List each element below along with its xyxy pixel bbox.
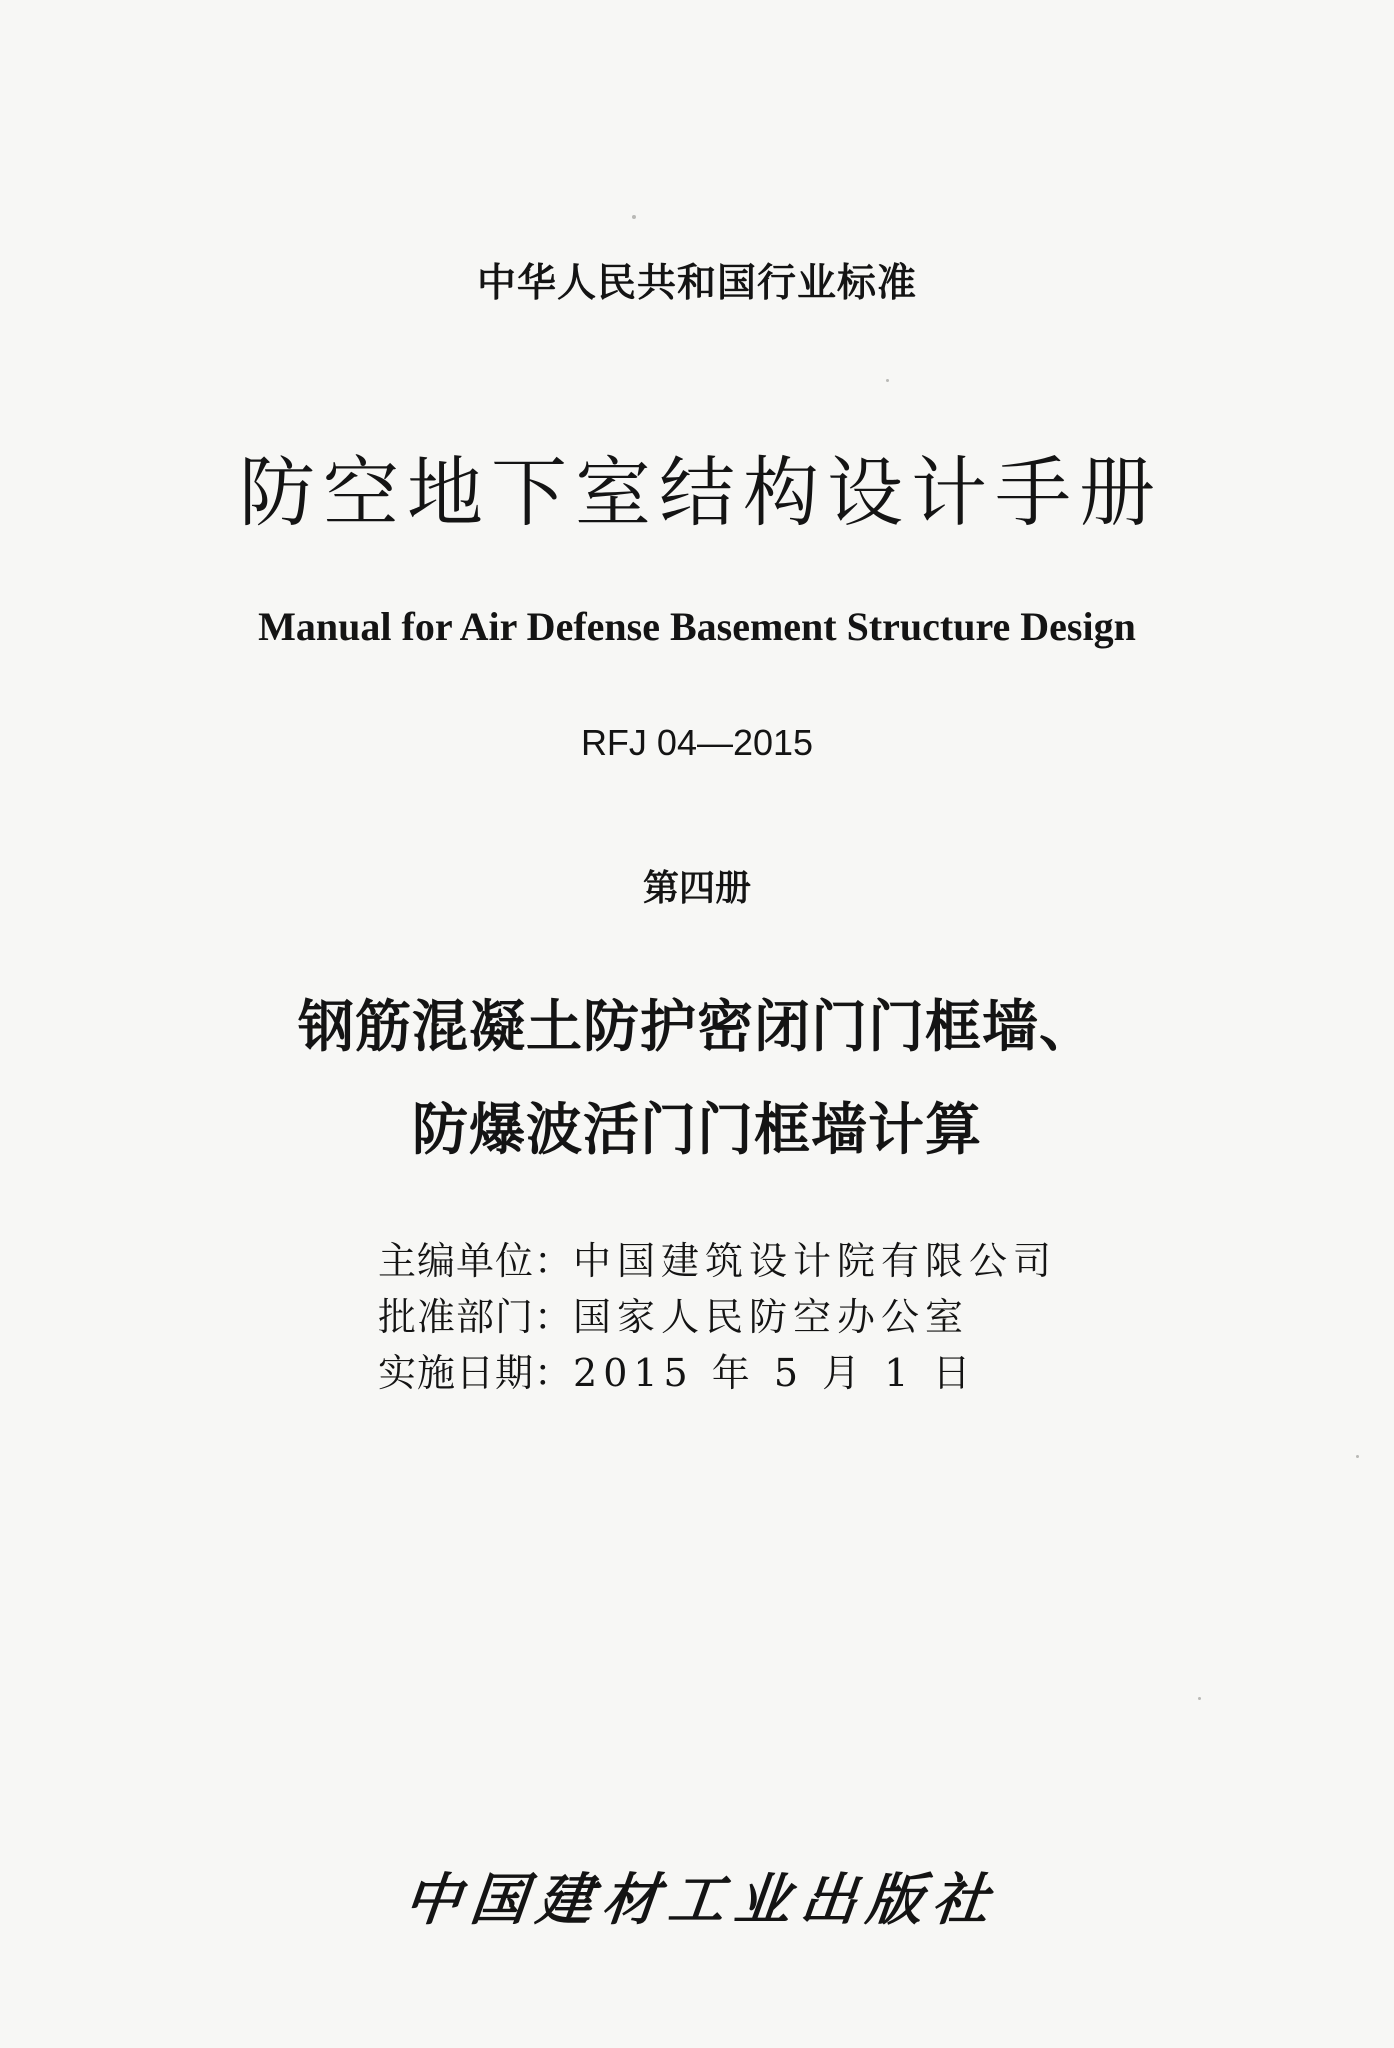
info-value: 中国建筑设计院有限公司 xyxy=(573,1239,1058,1283)
scan-speck xyxy=(886,379,889,382)
main-title: 防空地下室结构设计手册 xyxy=(239,448,1163,537)
info-value: 国家人民防空办公室 xyxy=(573,1295,970,1339)
subtitle-line-1: 钢筋混凝土防护密闭门门框墙、 xyxy=(298,994,1096,1060)
info-row-effective-date xyxy=(378,1351,977,1395)
scan-speck xyxy=(1198,1697,1201,1700)
info-row-editor xyxy=(378,1239,1058,1283)
info-label: 实施日期： xyxy=(378,1351,574,1395)
english-title: Manual for Air Defense Basement Structure Design xyxy=(258,604,1136,649)
series-label: 中华人民共和国行业标准 xyxy=(476,261,917,306)
info-row-approver xyxy=(378,1295,970,1339)
scan-speck xyxy=(1356,1455,1359,1458)
scan-speck xyxy=(632,215,636,219)
volume-label: 第四册 xyxy=(642,868,751,909)
info-value: 2015 年 5 月 1 日 xyxy=(573,1351,977,1395)
standard-code: RFJ 04—2015 xyxy=(580,722,814,763)
info-label: 批准部门： xyxy=(378,1295,574,1339)
publisher-logo: 中国建材工业出版社 xyxy=(401,1867,1003,1933)
subtitle-line-2: 防爆波活门门框墙计算 xyxy=(412,1097,982,1163)
info-label: 主编单位： xyxy=(378,1239,574,1283)
